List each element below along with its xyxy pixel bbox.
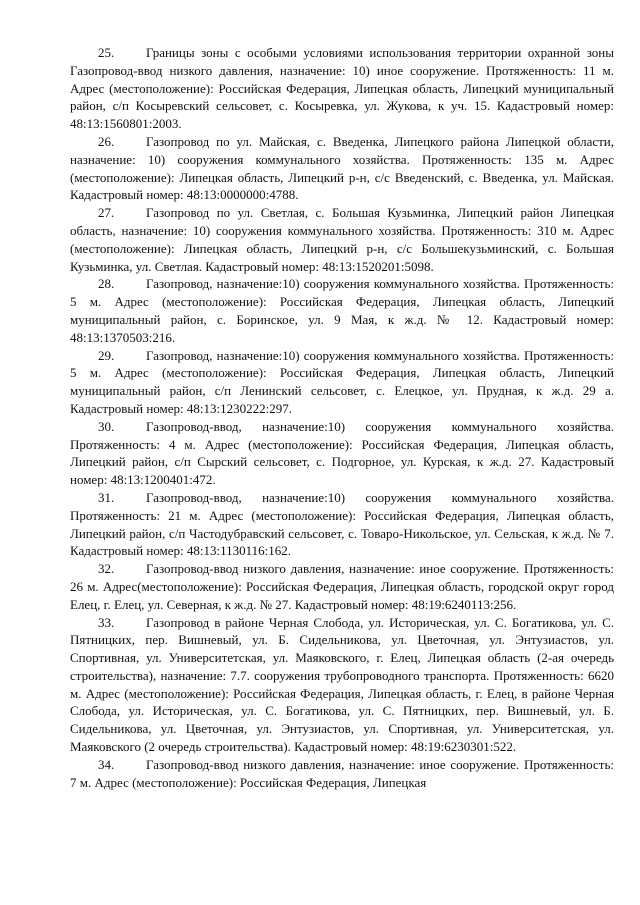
list-item (70, 275, 614, 346)
list-item (70, 204, 614, 275)
item-text: Газопровод-ввод низкого давления, назначение: иное сооружение. Протяженность: 26 м. Адрес(местоположение): Российская Федерация, Липецкая область, городской округ город Елец, г. Елец, ул. Северная, к ж.д. № 27. Кадастровый номер: 48:19:6240113:256. (70, 561, 614, 612)
list-item (70, 756, 614, 792)
item-text: Границы зоны с особыми условиями использования территории охранной зоны Газопровод-ввод низкого давления, назначение: 10) иное сооружение. Протяженность: 11 м. Адрес (местоположение): Российская Федерация, Липецкая область, Липецкий муниципальный район, с/п Косыревский сельсовет, с. Косыревка, ул. Жукова, к уч. 15. Кадастровый номер: 48:13:1560801:2003. (70, 45, 614, 132)
item-number: 30. (98, 418, 115, 434)
item-number: 31. (98, 489, 115, 505)
list-item (70, 560, 614, 613)
document-page (70, 44, 614, 791)
item-number: 28. (98, 276, 115, 292)
item-text: Газопровод-ввод низкого давления, назначение: иное сооружение. Протяженность: 7 м. Адрес (местоположение): Российская Федерация, Липецкая (70, 756, 614, 790)
item-text: Газопровод-ввод, назначение:10) сооружения коммунального хозяйства. Протяженность: 21 м. Адрес (местоположение): Российская Федерация, Липецкая область, Липецкий район, с/п Частодубравский сельсовет, с. Товаро-Никольское, ул. Сельская, к ж.д. № 7. Кадастровый номер: 48:13:1130116:162. (70, 489, 614, 559)
item-number: 32. (98, 561, 115, 577)
item-text: Газопровод по ул. Майская, с. Введенка, Липецкого района Липецкой области, назначение: 10) сооружения коммунального хозяйства. Протяженность: 135 м. Адрес (местоположение): Липецкая область, Липецкий р-н, с/с Введенский, с. Введенка, ул. Майская. Кадастровый номер: 48:13:0000000:4788. (70, 133, 614, 203)
item-number: 33. (98, 614, 115, 630)
list-item (70, 44, 614, 133)
item-number: 34. (98, 756, 115, 772)
list-item (70, 614, 614, 756)
list-item (70, 418, 614, 489)
item-number: 25. (98, 45, 115, 60)
item-text: Газопровод-ввод, назначение:10) сооружения коммунального хозяйства. Протяженность: 4 м. Адрес (местоположение): Российская Федерация, Липецкая область, Липецкий район, с/п Сырский сельсовет, с. Подгорное, ул. Курская, к ж.д. 27. Кадастровый номер: 48:13:1200401:472. (70, 418, 614, 488)
item-text: Газопровод в районе Черная Слобода, ул. Историческая, ул. С. Богатикова, ул. С. Пятницких, пер. Вишневый, ул. Б. Сидельникова, ул. Цветочная, ул. Энтузиастов, ул. Спортивная, ул. Университетская, ул. Маяковского, г. Елец, Липецкая область (2-ая очередь строительства), назначение: 7.7. сооружения трубопроводного транспорта. Протяженность: 6620 м. Адрес (местоположение): Российская Федерация, Липецкая область, г. Елец, в районе Черная Слобода, ул. Историческая, ул. С. Богатикова, ул. С. Пятницких, пер. Вишневый, ул. Б. Сидельникова, ул. Цветочная, ул. Энтузиастов, ул. Спортивная, ул. Университетская, ул. Маяковского (2 очередь строительства). Кадастровый номер: 48:19:6230301:522. (70, 614, 614, 755)
item-text: Газопровод по ул. Светлая, с. Большая Кузьминка, Липецкий район Липецкая область, назначение: 10) сооружения коммунального хозяйства. Протяженность: 310 м. Адрес (местоположение): Липецкая область, Липецкий р-н, с/с Большекузьминский, с. Большая Кузьминка, ул. Светлая. Кадастровый номер: 48:13:1520201:5098. (70, 205, 614, 274)
item-number: 29. (98, 347, 115, 363)
list-item (70, 347, 614, 418)
item-text: Газопровод, назначение:10) сооружения коммунального хозяйства. Протяженность: 5 м. Адрес (местоположение): Российская Федерация, Липецкая область, Липецкий муниципальный район, с. Боринское, ул. 9 Мая, к ж.д. № 12. Кадастровый номер: 48:13:1370503:216. (70, 276, 614, 345)
item-text: Газопровод, назначение:10) сооружения коммунального хозяйства. Протяженность: 5 м. Адрес (местоположение): Российская Федерация, Липецкая область, Липецкий муниципальный район, с/п Ленинский сельсовет, с. Елецкое, ул. Прудная, к ж.д. 29 а. Кадастровый номер: 48:13:1230222:297. (70, 347, 614, 416)
list-item (70, 489, 614, 560)
item-number: 26. (98, 133, 115, 149)
list-item (70, 133, 614, 204)
item-number: 27. (98, 205, 115, 221)
